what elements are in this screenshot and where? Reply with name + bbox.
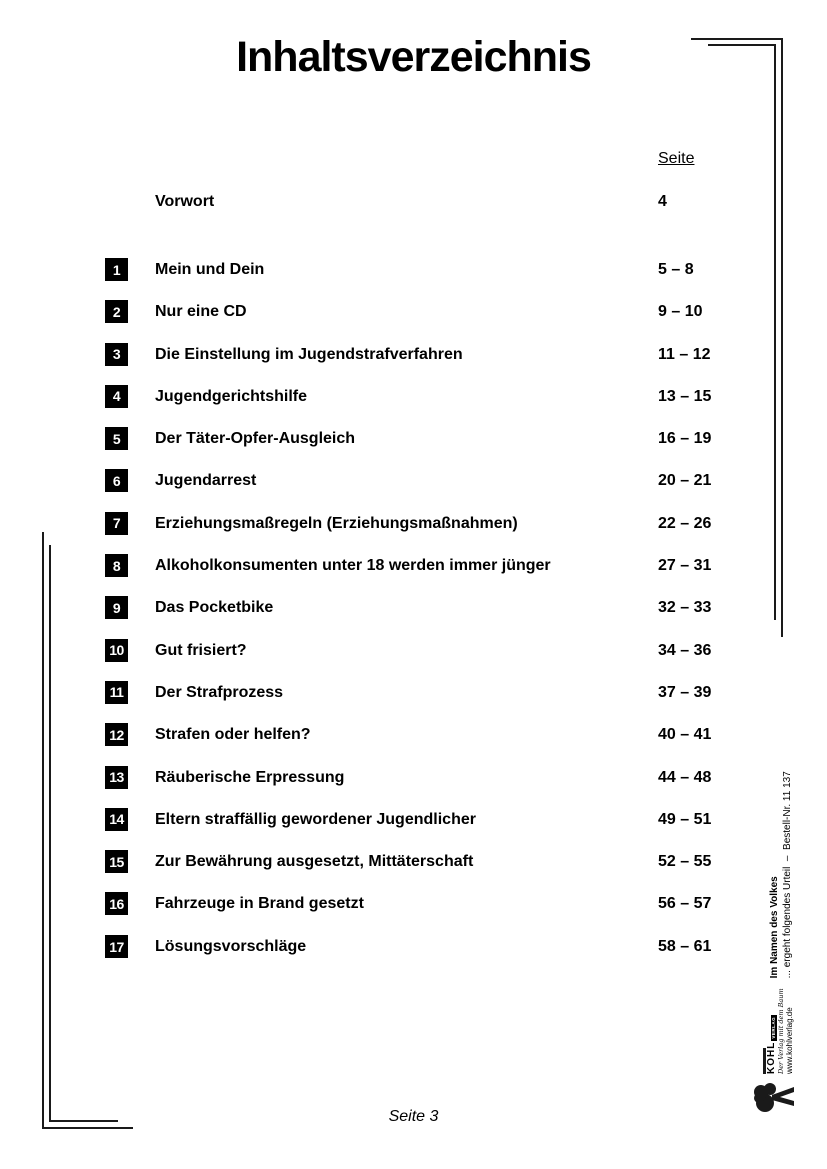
corner-bracket-bottom-left-outer-horizontal: [42, 1127, 133, 1129]
corner-bracket-bottom-left-outer-vertical: [42, 532, 44, 1129]
chapter-title: Zur Bewährung ausgesetzt, Mittäterschaft: [155, 853, 474, 871]
chapter-number-badge: [105, 850, 128, 873]
chapter-number: 9: [112, 599, 121, 616]
chapter-number-badge: [105, 766, 128, 789]
corner-bracket-top-right-inner-vertical: [774, 44, 776, 620]
chapter-number: 4: [112, 388, 121, 405]
chapter-pages: 20 – 21: [658, 472, 712, 490]
toc-row: [105, 385, 725, 408]
toc-row: [105, 639, 725, 662]
toc-list: [105, 258, 725, 978]
chapter-number-badge: [105, 808, 128, 831]
corner-bracket-top-right-inner-horizontal: [708, 44, 776, 46]
sidebar-series-title: Im Namen des Volkes: [769, 876, 780, 979]
chapter-number-badge: [105, 639, 128, 662]
toc-row: [105, 596, 725, 619]
corner-bracket-top-right-outer-horizontal: [691, 38, 783, 40]
toc-row: [105, 850, 725, 873]
chapter-number: 7: [112, 515, 121, 532]
corner-bracket-bottom-left-inner-vertical: [49, 545, 51, 1122]
chapter-number: 5: [112, 430, 121, 447]
logo-url: www.kohlverlag.de: [785, 1007, 794, 1074]
chapter-number: 3: [112, 346, 121, 363]
chapter-number: 12: [109, 726, 124, 743]
chapter-number-badge: [105, 935, 128, 958]
sidebar-text: [769, 771, 795, 978]
toc-row: [105, 427, 725, 450]
toc-row: [105, 766, 725, 789]
chapter-number: 11: [109, 684, 124, 701]
vorwort-row: [155, 193, 720, 211]
logo-tagline: Der Verlag mit dem Baum: [777, 988, 785, 1074]
chapter-pages: 40 – 41: [658, 726, 712, 744]
toc-row: [105, 258, 725, 281]
chapter-number: 15: [109, 853, 124, 870]
chapter-pages: 37 – 39: [658, 683, 712, 701]
chapter-pages: 44 – 48: [658, 768, 712, 786]
vorwort-pages: 4: [658, 193, 667, 210]
sidebar-subtitle-ordernumber: ... ergeht folgendes Urteil – Bestell-Nr. 11 137: [781, 771, 793, 979]
chapter-number: 1: [112, 261, 121, 278]
chapter-pages: 49 – 51: [658, 810, 712, 828]
chapter-pages: 32 – 33: [658, 599, 712, 617]
page-footer: Seite 3: [388, 1108, 439, 1125]
chapter-title: Lösungsvorschläge: [155, 938, 307, 956]
toc-row: [105, 892, 725, 915]
chapter-title: Räuberische Erpressung: [155, 768, 345, 786]
chapter-number-badge: [105, 681, 128, 704]
chapter-title: Fahrzeuge in Brand gesetzt: [155, 895, 364, 913]
chapter-number: 6: [112, 472, 121, 489]
chapter-pages: 34 – 36: [658, 641, 712, 659]
toc-row: [105, 469, 725, 492]
toc-row: [105, 935, 725, 958]
chapter-number: 17: [109, 938, 124, 955]
chapter-pages: 11 – 12: [658, 345, 711, 363]
chapter-number: 8: [112, 557, 121, 574]
chapter-title: Strafen oder helfen?: [155, 726, 311, 744]
toc-row: [105, 343, 725, 366]
publisher-sidebar: [737, 771, 795, 1115]
chapter-title: Nur eine CD: [155, 303, 247, 321]
chapter-pages: 58 – 61: [658, 938, 712, 956]
vorwort-label: Vorwort: [155, 193, 215, 210]
chapter-title: Gut frisiert?: [155, 641, 247, 659]
chapter-pages: 16 – 19: [658, 430, 712, 448]
chapter-number: 10: [109, 642, 124, 659]
chapter-number: 16: [109, 895, 124, 912]
chapter-title: Das Pocketbike: [155, 599, 274, 617]
chapter-number-badge: [105, 554, 128, 577]
chapter-title: Jugendarrest: [155, 472, 257, 490]
chapter-pages: 27 – 31: [658, 557, 712, 575]
logo-name-line: [767, 1015, 777, 1074]
chapter-number: 14: [109, 811, 124, 828]
chapter-number-badge: [105, 427, 128, 450]
toc-row: [105, 681, 725, 704]
chapter-title: Der Täter-Opfer-Ausgleich: [155, 430, 356, 448]
toc-row: [105, 808, 725, 831]
publisher-logo: [753, 988, 795, 1115]
page-title: Inhaltsverzeichnis: [236, 33, 591, 81]
publisher-logo-text: [763, 988, 795, 1074]
page-column-header: Seite: [658, 150, 695, 167]
chapter-number-badge: [105, 892, 128, 915]
chapter-pages: 9 – 10: [658, 303, 703, 321]
chapter-title: Der Strafprozess: [155, 683, 284, 701]
chapter-number-badge: [105, 258, 128, 281]
toc-row: [105, 300, 725, 323]
chapter-number-badge: [105, 723, 128, 746]
chapter-number-badge: [105, 596, 128, 619]
chapter-pages: 52 – 55: [658, 853, 712, 871]
toc-row: [105, 554, 725, 577]
chapter-number-badge: [105, 343, 128, 366]
chapter-title: Mein und Dein: [155, 261, 265, 278]
chapter-number-badge: [105, 469, 128, 492]
chapter-pages: 13 – 15: [658, 387, 712, 405]
logo-name: KOHL: [766, 1041, 777, 1074]
chapter-title: Die Einstellung im Jugendstrafverfahren: [155, 345, 463, 363]
toc-row: [105, 723, 725, 746]
chapter-pages: 22 – 26: [658, 514, 712, 532]
chapter-title: Erziehungsmaßregeln (Erziehungsmaßnahmen): [155, 514, 518, 532]
toc-row: [105, 512, 725, 535]
chapter-number: 2: [112, 303, 121, 320]
chapter-number: 13: [109, 769, 124, 786]
chapter-pages: 56 – 57: [658, 895, 712, 913]
chapter-number-badge: [105, 512, 128, 535]
logo-badge: VERLAG: [770, 1016, 776, 1039]
chapter-title: Jugendgerichtshilfe: [155, 387, 308, 405]
chapter-title: Alkoholkonsumenten unter 18 werden immer jünger: [155, 557, 551, 575]
chapter-number-badge: [105, 385, 128, 408]
chapter-pages: 5 – 8: [658, 261, 694, 278]
chapter-number-badge: [105, 300, 128, 323]
corner-bracket-top-right-outer-vertical: [781, 38, 783, 637]
chapter-title: Eltern straffällig gewordener Jugendlicher: [155, 810, 476, 828]
